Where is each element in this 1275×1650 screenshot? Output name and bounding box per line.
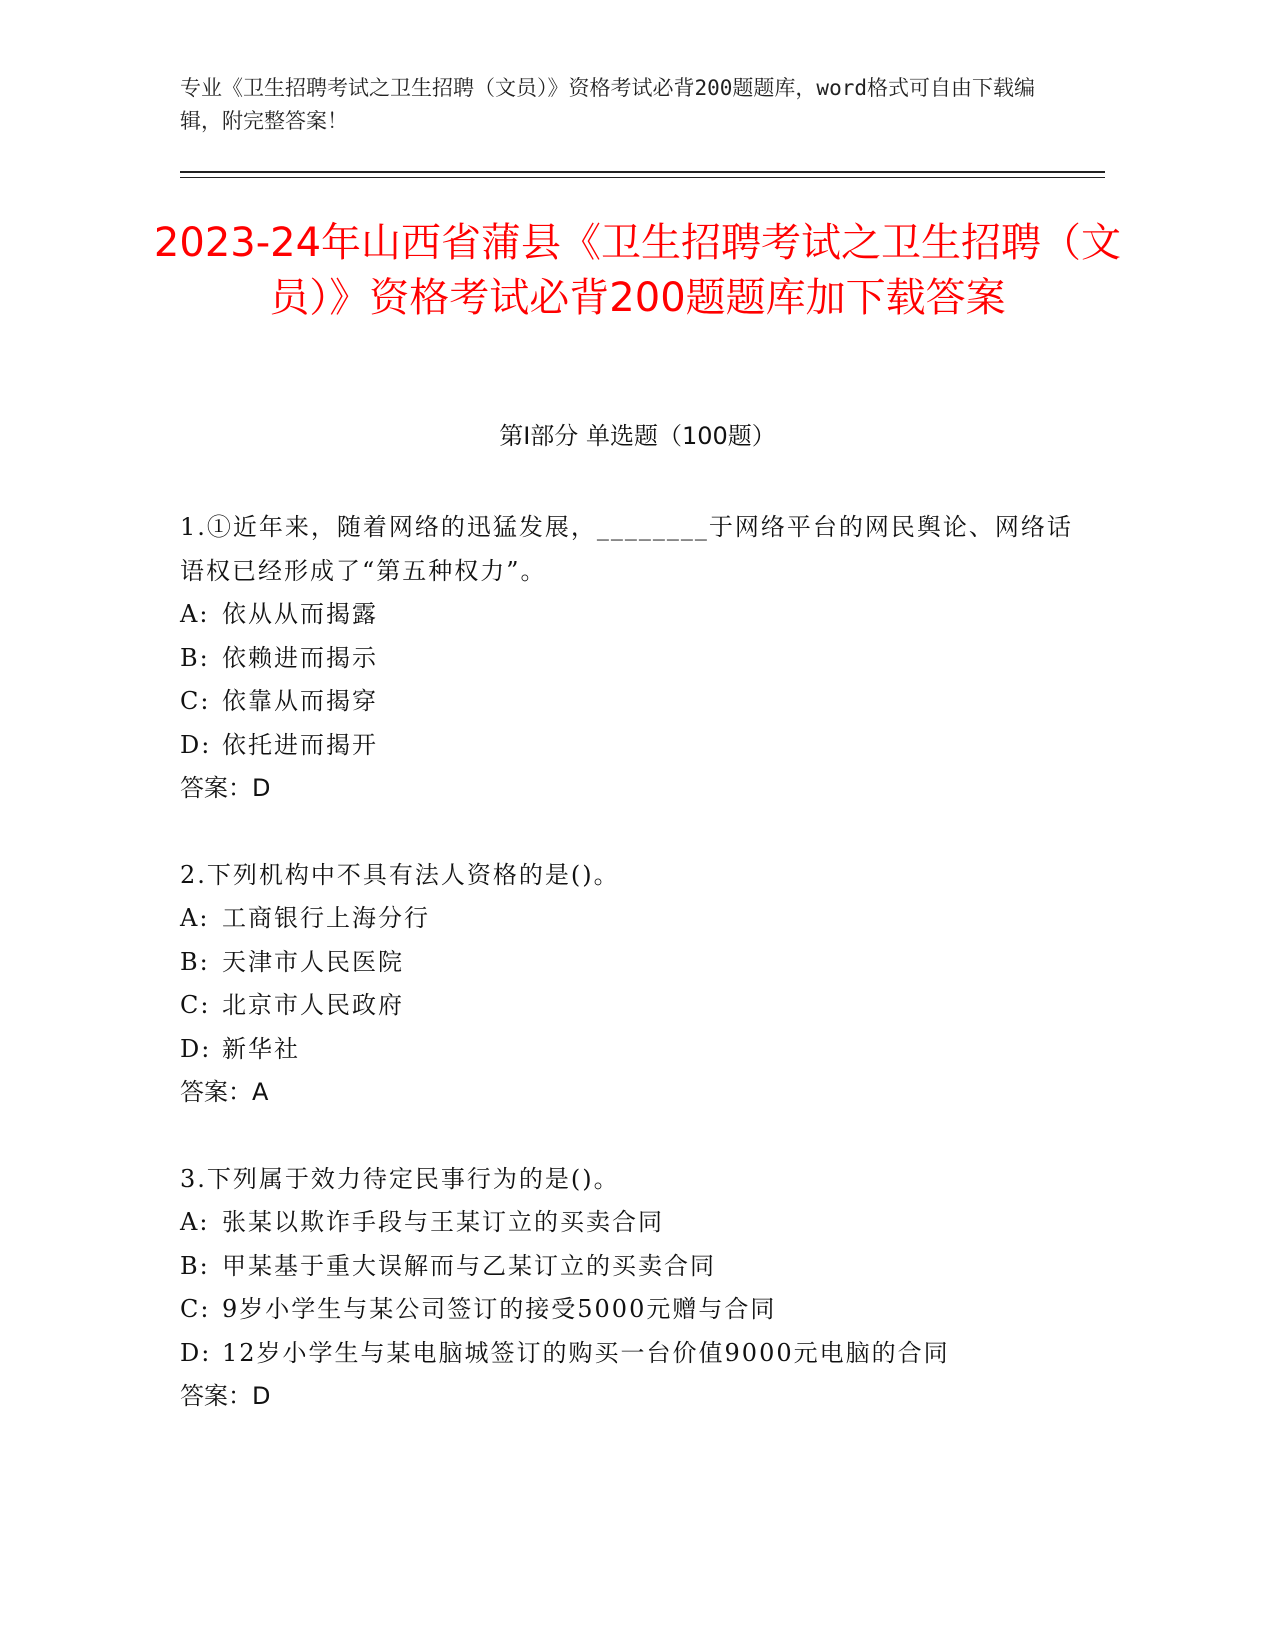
question-stem: 3.下列属于效力待定民事行为的是()。 <box>180 1164 620 1193</box>
option-label: D: <box>180 1034 212 1063</box>
option-c <box>180 1288 1080 1332</box>
option-label: C: <box>180 991 211 1019</box>
option-text: 依从从而揭露 <box>222 600 378 628</box>
question-stem: 2.下列机构中不具有法人资格的是()。 <box>180 860 620 889</box>
question-list <box>180 506 1080 1462</box>
question-stem: 1.①近年来，随着网络的迅猛发展，________于网络平台的网民舆论、网络话语权已经形成了“第五种权力”。 <box>180 513 1073 585</box>
option-label: C: <box>180 1295 211 1323</box>
option-text: 新华社 <box>222 1034 300 1063</box>
option-b <box>180 1245 1080 1289</box>
answer: 答案：D <box>180 774 271 802</box>
option-text: 依托进而揭开 <box>222 730 378 759</box>
option-text: 依赖进而揭示 <box>222 643 378 672</box>
option-text: 9岁小学生与某公司签订的接受5000元赠与合同 <box>222 1295 777 1323</box>
option-label: D: <box>180 730 212 759</box>
document-title: 2023-24年山西省蒲县《卫生招聘考试之卫生招聘（文员）》资格考试必背200题题库加下载答案 <box>153 220 1122 321</box>
option-label: A: <box>180 904 210 932</box>
option-label: B: <box>180 1251 210 1280</box>
option-b <box>180 941 1080 985</box>
header-note: 专业《卫生招聘考试之卫生招聘（文员）》资格考试必背200题题库，word格式可自由下载编辑，附完整答案！ <box>180 76 1035 133</box>
option-label: B: <box>180 643 210 672</box>
section-title: 第Ⅰ部分 单选题（100题） <box>499 422 776 450</box>
option-label: A: <box>180 1208 210 1236</box>
option-a <box>180 1201 1080 1245</box>
question-1 <box>180 506 1080 811</box>
option-label: C: <box>180 687 211 715</box>
option-d <box>180 724 1080 768</box>
option-text: 甲某基于重大误解而与乙某订立的买卖合同 <box>222 1251 716 1280</box>
option-a <box>180 593 1080 637</box>
header-rule-thin <box>180 177 1105 178</box>
option-text: 张某以欺诈手段与王某订立的买卖合同 <box>222 1208 664 1236</box>
header-rule-thick <box>180 171 1105 173</box>
option-a <box>180 897 1080 941</box>
option-text: 工商银行上海分行 <box>222 904 430 932</box>
option-label: D: <box>180 1338 212 1367</box>
option-label: A: <box>180 600 210 628</box>
option-text: 天津市人民医院 <box>222 947 404 976</box>
option-d <box>180 1332 1080 1376</box>
option-label: B: <box>180 947 210 976</box>
question-3 <box>180 1158 1080 1419</box>
option-text: 依靠从而揭穿 <box>222 687 378 715</box>
answer: 答案：D <box>180 1382 271 1410</box>
option-d <box>180 1028 1080 1072</box>
option-text: 12岁小学生与某电脑城签订的购买一台价值9000元电脑的合同 <box>222 1338 950 1367</box>
option-c <box>180 680 1080 724</box>
option-text: 北京市人民政府 <box>222 991 404 1019</box>
option-c <box>180 984 1080 1028</box>
question-2 <box>180 854 1080 1115</box>
option-b <box>180 637 1080 681</box>
answer: 答案：A <box>180 1078 269 1106</box>
